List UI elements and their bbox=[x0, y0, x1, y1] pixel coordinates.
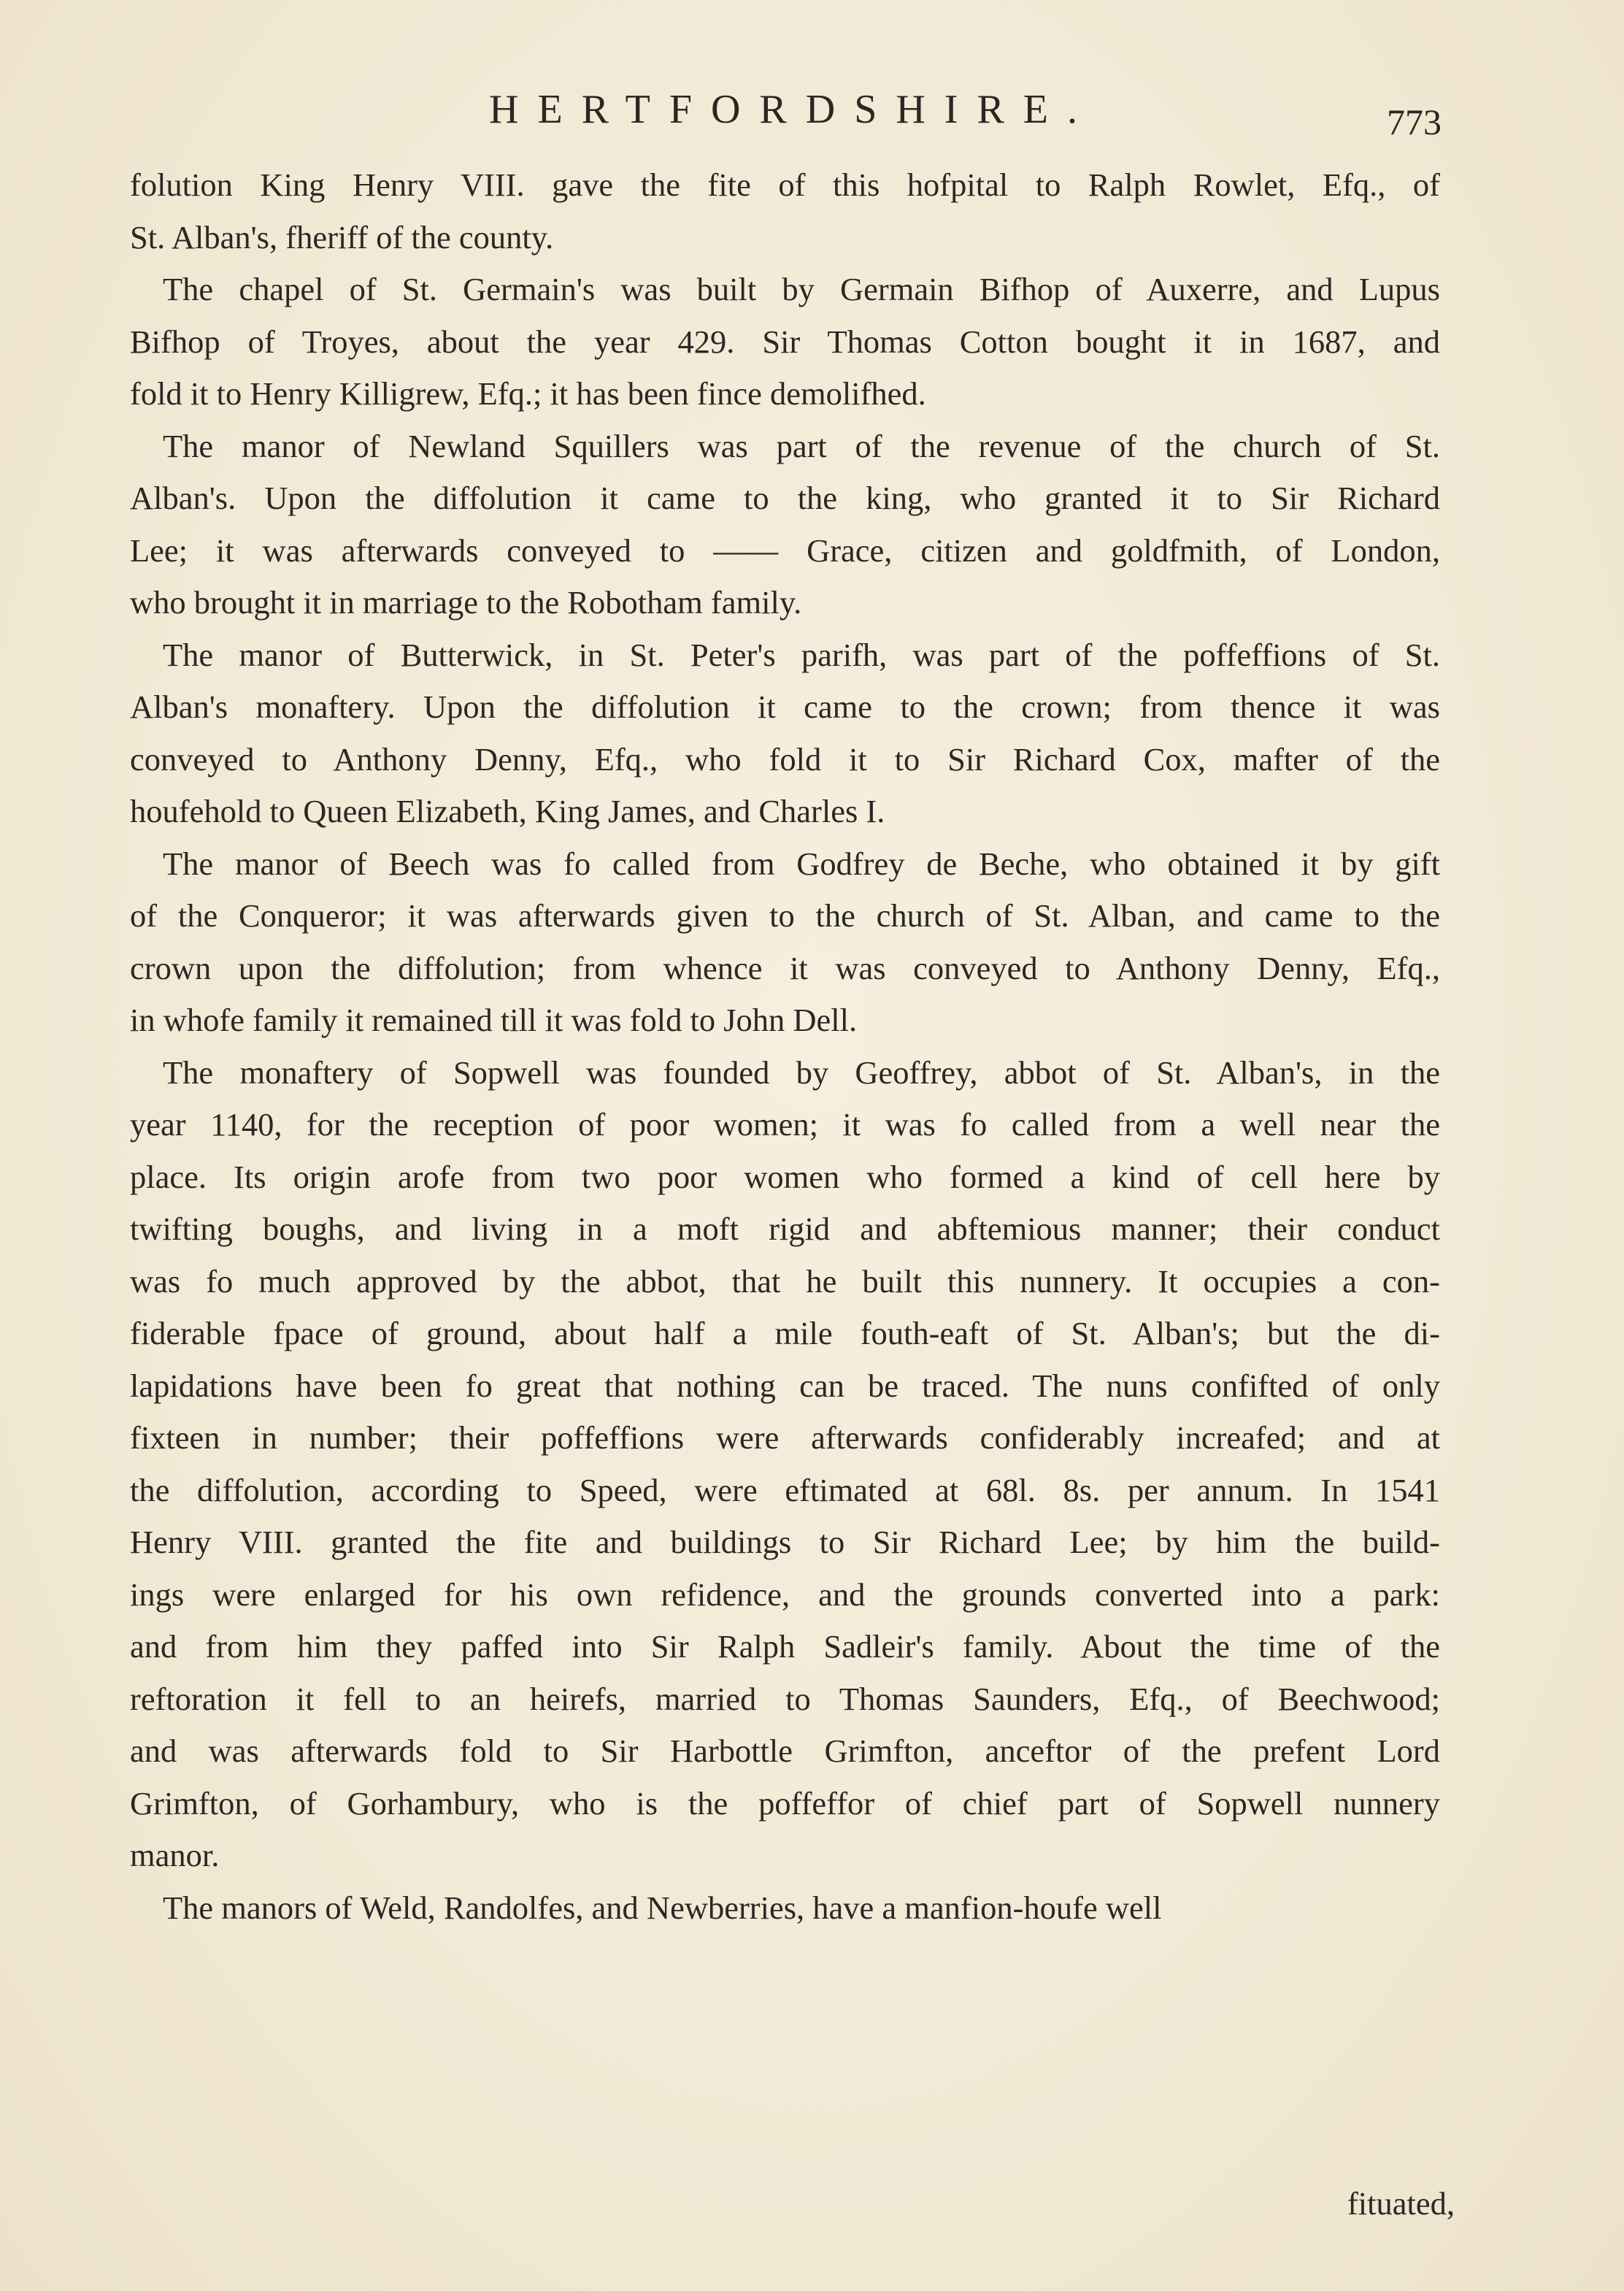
text-line: and from him they paffed into Sir Ralph Sadleir's family. About the time of the bbox=[130, 1628, 1440, 1665]
catchword: fituated, bbox=[1347, 2185, 1455, 2222]
text-line: St. Alban's, fheriff of the county. bbox=[130, 218, 554, 256]
text-line: Henry VIII. granted the fite and buildings to Sir Richard Lee; by him the build- bbox=[130, 1524, 1440, 1560]
text-line: Grimfton, of Gorhambury, who is the poffeffor of chief part of Sopwell nunnery bbox=[130, 1784, 1440, 1822]
text-line: houfehold to Queen Elizabeth, King James, and Charles I. bbox=[130, 793, 885, 829]
text-line: The manors of Weld, Randolfes, and Newberries, have a manfion-houfe well bbox=[163, 1889, 1162, 1926]
text-line: The chapel of St. Germain's was built by Germain Bifhop of Auxerre, and Lupus bbox=[163, 271, 1440, 307]
text-line: Bifhop of Troyes, about the year 429. Sir Thomas Cotton bought it in 1687, and bbox=[130, 323, 1440, 360]
text-line: manor. bbox=[130, 1837, 220, 1873]
text-line: Lee; it was afterwards conveyed to —— Grace, citizen and goldfmith, of London, bbox=[130, 532, 1440, 569]
text-line: The manor of Beech was fo called from Godfrey de Beche, who obtained it by gift bbox=[163, 845, 1440, 882]
paragraph bbox=[130, 264, 1440, 421]
text-line: year 1140, for the reception of poor women; it was fo called from a well near the bbox=[130, 1106, 1440, 1143]
text-line: The monaftery of Sopwell was founded by Geoffrey, abbot of St. Alban's, in the bbox=[163, 1054, 1440, 1091]
text-line: ings were enlarged for his own refidence, and the grounds converted into a park: bbox=[130, 1576, 1440, 1613]
text-line: Alban's. Upon the diffolution it came to the king, who granted it to Sir Richard bbox=[130, 480, 1440, 516]
text-line: and was afterwards fold to Sir Harbottle Grimfton, anceftor of the prefent Lord bbox=[130, 1732, 1440, 1769]
text-line: in whofe family it remained till it was fold to John Dell. bbox=[130, 1002, 858, 1038]
text-line: of the Conqueror; it was afterwards given to the church of St. Alban, and came to the bbox=[130, 897, 1440, 934]
page-number: 773 bbox=[1387, 101, 1442, 142]
paragraph bbox=[130, 421, 1440, 629]
text-line: crown upon the diffolution; from whence it was conveyed to Anthony Denny, Efq., bbox=[130, 949, 1440, 986]
paragraph bbox=[130, 159, 1440, 264]
text-line: twifting boughs, and living in a moft rigid and abftemious manner; their conduct bbox=[130, 1210, 1440, 1247]
text-line: fiderable fpace of ground, about half a mile fouth-eaft of St. Alban's; but the di- bbox=[130, 1315, 1440, 1351]
text-line: who brought it in marriage to the Robotham family. bbox=[130, 584, 802, 621]
paragraph bbox=[130, 1882, 1440, 1935]
text-line: lapidations have been fo great that nothing can be traced. The nuns confifted of only bbox=[130, 1367, 1440, 1404]
body-text bbox=[130, 159, 1440, 1934]
text-line: The manor of Butterwick, in St. Peter's parifh, was part of the poffeffions of St. bbox=[163, 636, 1440, 673]
page-header bbox=[0, 86, 1624, 145]
text-line: The manor of Newland Squillers was part of the revenue of the church of St. bbox=[163, 427, 1440, 464]
text-line: Alban's monaftery. Upon the diffolution it came to the crown; from thence it was bbox=[130, 688, 1440, 725]
paragraph bbox=[130, 1047, 1440, 1882]
text-line: place. Its origin arofe from two poor women who formed a kind of cell here by bbox=[130, 1158, 1440, 1195]
text-line: was fo much approved by the abbot, that he built this nunnery. It occupies a con- bbox=[130, 1262, 1440, 1300]
text-line: fixteen in number; their poffeffions were afterwards confiderably increafed; and at bbox=[130, 1419, 1440, 1456]
running-title: HERTFORDSHIRE. bbox=[489, 87, 1097, 132]
text-line: reftoration it fell to an heirefs, married to Thomas Saunders, Efq., of Beechwood; bbox=[130, 1680, 1440, 1717]
text-line: fold it to Henry Killigrew, Efq.; it has been fince demolifhed. bbox=[130, 375, 926, 412]
paragraph bbox=[130, 838, 1440, 1047]
text-line: folution King Henry VIII. gave the fite of this hofpital to Ralph Rowlet, Efq., of bbox=[130, 166, 1440, 203]
paragraph bbox=[130, 629, 1440, 838]
text-line: the diffolution, according to Speed, were eftimated at 68l. 8s. per annum. In 1541 bbox=[130, 1471, 1440, 1508]
text-line: conveyed to Anthony Denny, Efq., who fold it to Sir Richard Cox, mafter of the bbox=[130, 740, 1440, 778]
